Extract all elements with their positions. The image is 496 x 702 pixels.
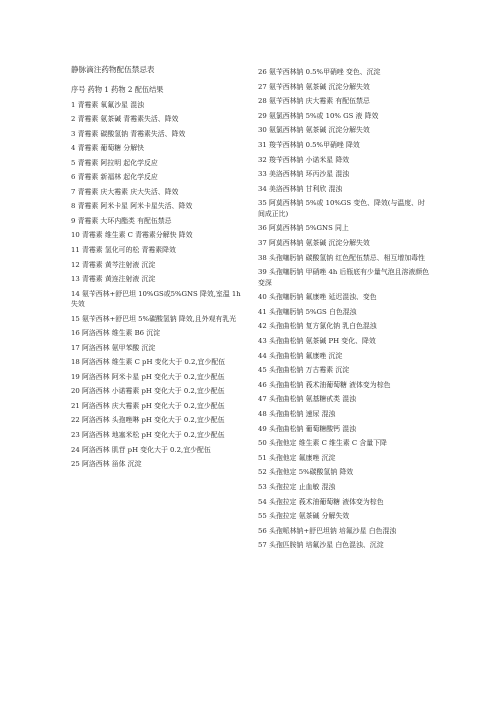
table-header: 序号 药物 1 药物 2 配伍结果 (71, 85, 164, 94)
table-row: 39 头孢噻肟钠 甲硝唑 4h 后瓶底有少量气泡且溶液颜色变深 (258, 268, 430, 287)
table-row: 41 头孢噻肟钠 5%GS 白色混浊 (258, 307, 357, 316)
table-row: 38 头孢噻肟钠 碳酸氢钠 红色配伍禁忌、相互增加毒性 (258, 253, 425, 262)
table-row: 2 青霉素 氨茶碱 青霉素失活、降效 (71, 115, 179, 124)
table-row: 21 阿洛西林 庆大霉素 pH 变化大于 0.2,宜少配伍 (71, 401, 225, 410)
table-row: 35 阿莫西林钠 5%或 10%GS 变色、降效(与温度、时间成正比) (258, 199, 425, 218)
table-row: 42 头孢曲松钠 复方氯化钠 乳白色混浊 (258, 322, 377, 331)
table-row: 28 氨苄西林钠 庆大霉素 有配伍禁忌 (258, 97, 370, 106)
table-row: 30 氨氯西林钠 氨茶碱 沉淀分解失效 (258, 126, 370, 135)
table-row: 55 头孢拉定 氨茶碱 分解失效 (258, 512, 350, 521)
document-title: 静脉滴注药物配伍禁忌表 (71, 65, 155, 74)
table-row: 46 头孢曲松钠 莪术油葡萄糖 液体变为棕色 (258, 380, 391, 389)
table-row: 44 头孢曲松钠 氟康唑 沉淀 (258, 351, 343, 360)
table-row: 4 青霉素 葡萄糖 分解快 (71, 144, 144, 153)
table-row: 45 头孢曲松钠 万古霉素 沉淀 (258, 366, 350, 375)
table-row: 57 头孢匹胺钠 培氟沙星 白色混浊、沉淀 (258, 541, 384, 550)
table-row: 29 氨氯西林钠 5%或 10% GS 液 降效 (258, 111, 379, 120)
table-row: 32 羧苄西林钠 小诺米星 降效 (258, 155, 350, 164)
table-row: 26 氨苄西林钠 0.5%甲硝唑 变色、沉淀 (258, 68, 381, 76)
table-row: 3 青霉素 碳酸氢钠 青霉素失活、降效 (71, 129, 186, 138)
table-row: 54 头孢拉定 莪术油葡萄糖 液体变为棕色 (258, 497, 384, 506)
table-row: 51 头孢他定 氟康唑 沉淀 (258, 453, 336, 462)
right-column (258, 67, 430, 555)
table-row: 27 氨苄西林钠 氨茶碱 沉淀分解失效 (258, 82, 370, 91)
table-row: 56 头孢哌林钠+舒巴坦钠 培氟沙星 白色混浊 (258, 526, 397, 535)
table-row: 34 美洛西林钠 甘利欣 混浊 (258, 184, 343, 193)
table-row: 18 阿洛西林 维生素 C pH 变化大于 0.2,宜少配伍 (71, 358, 226, 367)
right-row-list (258, 67, 430, 551)
table-row: 43 头孢曲松钠 氨茶碱 PH 变化、降效 (258, 337, 376, 345)
table-row: 48 头孢曲松钠 速尿 混浊 (258, 409, 336, 418)
table-row: 19 阿洛西林 阿米卡星 pH 变化大于 0.2,宜少配伍 (71, 372, 225, 381)
table-row: 16 阿洛西林 维生素 B6 沉淀 (71, 329, 160, 338)
table-row: 36 阿莫西林钠 5%GNS 同上 (258, 224, 349, 233)
table-row: 22 阿洛西林 头孢唑啉 pH 变化大于 0.2,宜少配伍 (71, 416, 225, 425)
table-row: 14 氨苄西林+舒巴坦 10%GS或5%GNS 降效,室温 1h 失效 (71, 289, 241, 309)
table-row: 53 头孢拉定 止血敏 混浊 (258, 482, 336, 491)
table-row: 17 阿洛西林 氨甲苯酸 沉淀 (71, 343, 156, 352)
table-row: 15 氨苄西林+舒巴坦 5%碳酸氢钠 降效,且外观有乳光 (71, 314, 237, 323)
table-row: 7 青霉素 庆大霉素 庆大失活、降效 (71, 187, 179, 196)
table-row: 10 青霉素 维生素 C 青霉素分解快 降效 (71, 231, 193, 240)
table-row: 11 青霉素 氢化可的松 青霉素降效 (71, 245, 176, 254)
table-row: 12 青霉素 黄芩注射液 沉淀 (71, 260, 156, 269)
table-row: 23 阿洛西林 地塞米松 pH 变化大于 0.2,宜少配伍 (71, 430, 225, 439)
table-row: 50 头孢他定 维生素 C 维生素 C 含量下降 (258, 439, 387, 448)
table-row: 9 青霉素 大环内酯类 有配伍禁忌 (71, 216, 172, 225)
table-row: 52 头孢他定 5%碳酸氢钠 降效 (258, 468, 354, 477)
table-row: 1 青霉素 氧氟沙星 混浊 (71, 100, 144, 109)
table-row: 24 阿洛西林 肌苷 pH 变化大于 0.2,宜少配伍 (71, 445, 211, 454)
table-row: 47 头孢曲松钠 氨基糖甙类 混浊 (258, 395, 357, 404)
table-row: 6 青霉素 新福林 起化学反应 (71, 173, 158, 182)
table-row: 33 美洛西林钠 环丙沙星 混浊 (258, 170, 350, 179)
table-row: 13 青霉素 黄连注射液 沉淀 (71, 275, 156, 284)
table-row: 31 羧苄西林钠 0.5%甲硝唑 降效 (258, 140, 360, 149)
table-row: 49 头孢曲松钠 葡萄糖酸钙 混浊 (258, 424, 357, 433)
table-row: 25 阿洛西林 甾体 沉淀 (71, 460, 142, 469)
left-row-list (71, 100, 243, 470)
left-column (71, 64, 243, 474)
table-row: 37 阿莫西林钠 氨茶碱 沉淀分解失效 (258, 238, 370, 247)
table-row: 8 青霉素 阿米卡星 阿米卡星失活、降效 (71, 202, 193, 211)
table-row: 5 青霉素 阿拉明 起化学反应 (71, 158, 158, 167)
table-row: 40 头孢噻肟钠 氟康唑 延迟混浊、变色 (258, 293, 377, 302)
table-row: 20 阿洛西林 小诺霉素 pH 变化大于 0.2,宜少配伍 (71, 387, 225, 396)
